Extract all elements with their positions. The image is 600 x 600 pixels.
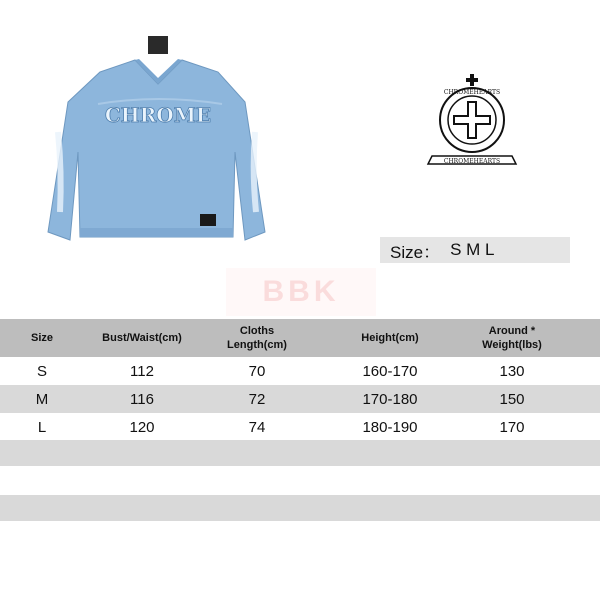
logo-ring-text: CHROMEHEARTS [443, 89, 501, 96]
size-chart-table [0, 319, 600, 441]
cell-length: 72 [248, 390, 266, 408]
brand-logo [424, 72, 520, 172]
cell-size: L [37, 418, 47, 436]
cell-size: M [35, 390, 49, 408]
empty-row-band [0, 440, 600, 466]
header-bust-waist: Bust/Waist(cm) [102, 332, 182, 344]
header-size: Size [30, 332, 53, 344]
cell-bust-waist: 116 [130, 390, 154, 408]
table-row [0, 385, 600, 413]
size-values: S M L [450, 240, 495, 259]
jersey-illustration [40, 32, 280, 252]
cell-bust-waist: 120 [129, 418, 155, 436]
cell-height: 180-190 [362, 418, 418, 436]
cell-weight: 130 [499, 362, 525, 380]
watermark: BBK [226, 268, 376, 316]
table-header-row [0, 319, 600, 357]
chrome-hearts-logo-icon [424, 72, 520, 172]
size-label: Size： [390, 242, 441, 262]
size-banner [380, 237, 570, 263]
header-height: Height(cm) [361, 332, 419, 344]
cell-weight: 170 [499, 418, 525, 436]
logo-banner-text: CHROMEHEARTS [443, 158, 501, 165]
cell-height: 160-170 [362, 362, 418, 380]
hanger-icon [148, 36, 168, 54]
empty-row-band [0, 495, 600, 521]
product-image [40, 32, 280, 252]
cell-bust-waist: 112 [130, 362, 154, 380]
cell-length: 74 [248, 418, 266, 436]
chest-text: CHROME [104, 103, 212, 127]
cell-size: S [36, 362, 47, 380]
table-row [0, 413, 600, 441]
header-weight: Around * Weight(lbs) [482, 325, 542, 351]
table-row [0, 357, 600, 385]
cell-height: 170-180 [362, 390, 418, 408]
cell-length: 70 [248, 362, 266, 380]
header-cloths-length: Cloths Length(cm) [227, 325, 287, 351]
cell-weight: 150 [499, 390, 525, 408]
